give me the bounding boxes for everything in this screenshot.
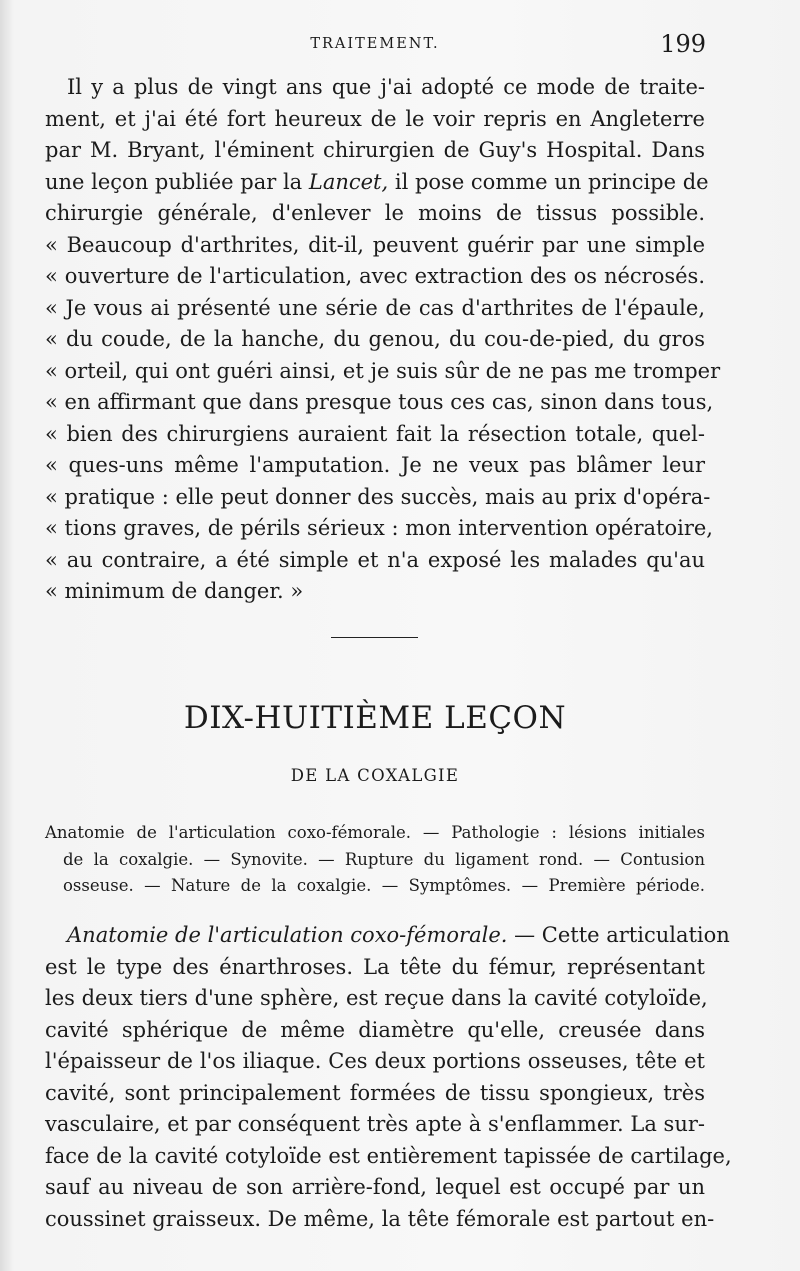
page-number: 199 <box>660 30 706 58</box>
text-line: vasculaire, et par conséquent très apte à s'enflammer. La sur- <box>45 1112 705 1136</box>
lecture-title: DIX-HUITIÈME LEÇON <box>183 700 567 736</box>
text-fragment: il pose comme un principe de <box>388 169 709 194</box>
text-line: Il y a plus de vingt ans que j'ai adopté ce mode de traite- <box>67 75 705 99</box>
text-line: « tions graves, de périls sérieux : mon intervention opératoire, <box>45 516 713 540</box>
section-title: DE LA COXALGIE <box>290 766 460 785</box>
paragraph-1 <box>45 72 721 608</box>
text-line: « ques-uns même l'amputation. Je ne veux pas blâmer leur <box>45 453 705 477</box>
journal-title: Lancet, <box>308 169 389 194</box>
text-line: « Beaucoup d'arthrites, dit-il, peuvent guérir par une simple <box>45 232 705 257</box>
summary-line: osseuse. — Nature de la coxalgie. — Symptômes. — Première période. <box>63 876 705 895</box>
text-line: cavité, sont principalement formées de tissu spongieux, très <box>45 1080 705 1105</box>
text-line: « pratique : elle peut donner des succès, mais au prix d'opéra- <box>45 484 711 509</box>
paragraph-2 <box>45 920 732 1235</box>
summary-line: Anatomie de l'articulation coxo-fémorale. — Pathologie : lésions initiales <box>45 823 705 842</box>
text-line: coussinet graisseux. De même, la tête fémorale est partout en- <box>45 1206 715 1231</box>
text-line: « au contraire, a été simple et n'a exposé les malades qu'au <box>45 547 705 572</box>
summary-line: de la coxalgie. — Synovite. — Rupture du ligament rond. — Contusion <box>63 849 705 869</box>
text-line: « minimum de danger. » <box>45 579 304 603</box>
page-header <box>40 30 710 60</box>
text-line: face de la cavité cotyloïde est entièrement tapissée de cartilage, <box>45 1143 732 1168</box>
running-head: TRAITEMENT. <box>310 36 440 52</box>
text-line: « du coude, de la hanche, du genou, du cou-de-pied, du gros <box>45 327 705 351</box>
text-line: par M. Bryant, l'éminent chirurgien de Guy's Hospital. Dans <box>45 138 705 162</box>
text-line: « orteil, qui ont guéri ainsi, et je suis sûr de ne pas me tromper <box>45 358 721 383</box>
text-line: l'épaisseur de l'os iliaque. Ces deux portions osseuses, tête et <box>45 1049 705 1073</box>
text-line: « bien des chirurgiens auraient fait la résection totale, quel- <box>45 421 705 446</box>
text-line <box>45 920 730 952</box>
section-divider <box>331 637 418 638</box>
text-line: les deux tiers d'une sphère, est reçue dans la cavité cotyloïde, <box>45 986 708 1010</box>
text-fragment: — Cette articulation <box>507 923 730 947</box>
text-line: cavité sphérique de même diamètre qu'elle, creusée dans <box>45 1017 705 1042</box>
text-line: « en affirmant que dans presque tous ces cas, sinon dans tous, <box>45 390 714 414</box>
text-line <box>45 167 709 199</box>
text-line: ment, et j'ai été fort heureux de le voir repris en Angleterre <box>45 106 705 131</box>
text-line: chirurgie générale, d'enlever le moins de tissus possible. <box>45 201 705 225</box>
text-line: « Je vous ai présenté une série de cas d'arthrites de l'épaule, <box>45 295 705 320</box>
text-fragment: une leçon publiée par la <box>45 169 309 194</box>
text-line: est le type des énarthroses. La tête du fémur, représentant <box>45 954 705 979</box>
text-line: sauf au niveau de son arrière-fond, lequel est occupé par un <box>45 1175 705 1199</box>
text-line: « ouverture de l'articulation, avec extraction des os nécrosés. <box>45 264 705 288</box>
section-lead: Anatomie de l'articulation coxo-fémorale. <box>67 923 508 947</box>
chapter-summary <box>45 820 705 900</box>
